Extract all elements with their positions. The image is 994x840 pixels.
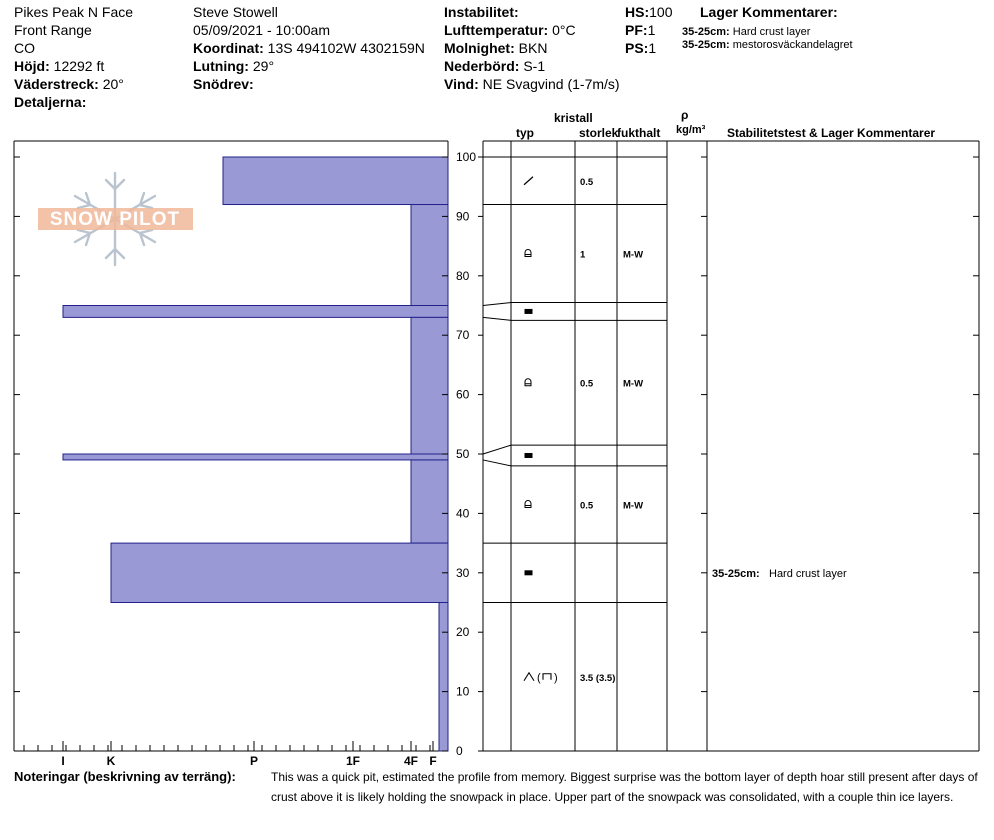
hardness-bars [63, 157, 448, 751]
notes-label: Noteringar (beskrivning av terräng): [14, 769, 236, 784]
hardness-label-F: F [429, 754, 437, 768]
layer-comment-1-range: 35-25cm: [682, 26, 730, 38]
depth-hoar-icon [524, 672, 558, 684]
ice-block [525, 570, 533, 575]
hardness-bar-5 [411, 460, 448, 543]
coordinate-label: Koordinat: [193, 40, 264, 56]
hardness-label-4F: 4F [403, 754, 419, 768]
layer-comment-2-range: 35-25cm: [682, 39, 730, 51]
depth-label-60: 60 [456, 387, 470, 402]
ice-block [525, 453, 533, 458]
layer-moisture: M-W [623, 500, 644, 512]
depth-label-30: 30 [456, 565, 470, 580]
elevation-label: Höjd: [14, 58, 50, 74]
precipitation-value: S-1 [523, 58, 546, 74]
wind-value: NE Svagvind (1-7m/s) [482, 76, 620, 92]
stability-comments [712, 568, 847, 580]
hardness-axis [24, 741, 437, 768]
layer-size: 1 [580, 249, 586, 261]
state: CO [14, 40, 35, 56]
mountain-range: Front Range [14, 22, 92, 38]
layer-size: 0.5 [580, 176, 594, 188]
crystal-header: kristall [554, 111, 593, 125]
stability-comment-text: Hard crust layer [769, 567, 847, 580]
datetime: 05/09/2021 - 10:00am [193, 22, 330, 38]
air-temperature-label: Lufttemperatur: [444, 22, 549, 38]
rho-header: ρ [681, 108, 689, 122]
depth-label-20: 20 [456, 625, 470, 640]
layer-row-2 [525, 309, 533, 314]
density-unit-header: kg/m³ [676, 124, 706, 136]
ps-value: 1 [648, 40, 657, 56]
ice-layer-icon [525, 570, 533, 575]
layer-rows [524, 177, 643, 684]
pf-label: PF: [625, 22, 648, 38]
layer-connector [483, 445, 511, 454]
instability-label: Instabilitet: [444, 4, 519, 20]
rounded-grains-icon [525, 250, 531, 257]
hs-value: 100 [649, 4, 673, 20]
hardness-label-P: P [249, 754, 259, 768]
slash-stroke [524, 177, 533, 185]
moisture-header: fukthalt [617, 126, 661, 140]
hardness-bar-3 [411, 317, 448, 454]
layer-connector [483, 460, 511, 466]
hardness-bar-6 [111, 543, 448, 602]
depth-label-80: 80 [456, 268, 470, 283]
hardness-label-K: K [106, 754, 116, 768]
stability-header: Stabilitetstest & Lager Kommentarer [727, 126, 936, 140]
layer-row-3 [525, 379, 643, 390]
aspect-label: Väderstreck: [14, 76, 99, 92]
slope-label: Lutning: [193, 58, 249, 74]
hoar-paren-close: ) [554, 671, 558, 684]
depth-label-100: 100 [456, 150, 477, 164]
notes-line-1: This was a quick pit, estimated the profile from memory. Biggest surprise was the bottom layer of depth hoar still present after days of [271, 770, 978, 784]
air-temperature-value: 0°C [552, 22, 576, 38]
wind-label: Vind: [444, 76, 479, 92]
depth-label-70: 70 [456, 328, 470, 343]
type-header: typ [516, 126, 534, 140]
layer-row-0 [524, 177, 594, 188]
depth-axis [456, 150, 979, 758]
ice-block [525, 309, 533, 314]
precipitation-label: Nederbörd: [444, 58, 520, 74]
hardness-bar-0 [223, 157, 448, 205]
layer-size: 0.5 [580, 500, 594, 512]
hoar-paren-open: ( [537, 671, 541, 684]
notes-line-2: crust above it is likely holding the snowpack in place. Upper part of the snowpack was consolidated, with a couple thin ice layers. [271, 790, 954, 804]
grain-shape [525, 379, 531, 386]
details-label: Detaljerna: [14, 94, 87, 110]
layer-row-1 [525, 250, 643, 261]
depth-label-50: 50 [456, 447, 470, 461]
hardness-label-I: I [61, 754, 65, 768]
sky-cover-value: BKN [518, 40, 548, 56]
hoar-chevron [524, 673, 534, 681]
ice-layer-icon [525, 453, 533, 458]
logo-text: SNOW PILOT [49, 209, 181, 230]
layer-row-6 [525, 570, 533, 575]
layer-connector [483, 303, 511, 306]
pf-value: 1 [647, 22, 656, 38]
layer-moisture: M-W [623, 378, 644, 390]
depth-label-10: 10 [456, 684, 470, 699]
depth-label-40: 40 [456, 506, 470, 521]
aspect-value: 20° [102, 76, 124, 92]
ice-layer-icon [525, 309, 533, 314]
hardness-bar-4 [63, 454, 448, 460]
coordinate-value: 13S 494102W 4302159N [267, 40, 425, 56]
grain-shape [525, 500, 531, 507]
notes [14, 767, 994, 804]
ps-label: PS: [625, 40, 649, 56]
layer-row-7 [524, 672, 615, 684]
elevation-value: 12292 ft [53, 58, 105, 74]
drifting-label: Snödrev: [193, 76, 254, 92]
grain-shape [525, 250, 531, 257]
layer-comment-1-text: Hard crust layer [732, 26, 811, 38]
layer-row-5 [525, 500, 643, 511]
layer-size: 3.5 (3.5) [580, 672, 616, 684]
layer-comment-2-text: mestorosväckandelagret [732, 39, 853, 51]
observer: Steve Stowell [193, 4, 278, 20]
layer-moisture: M-W [623, 249, 644, 261]
snow-pilot-logo [38, 173, 193, 265]
hardness-bar-7 [439, 603, 448, 752]
rounded-grains-icon [525, 500, 531, 507]
layer-connector [483, 317, 511, 320]
hs-label: HS: [625, 4, 650, 20]
layer-size: 0.5 [580, 378, 594, 390]
location-name: Pikes Peak N Face [14, 4, 134, 20]
slope-value: 29° [252, 58, 275, 74]
stability-comment-range: 35-25cm: [712, 567, 760, 580]
depth-label-0: 0 [456, 744, 463, 758]
sky-cover-label: Molnighet: [444, 40, 515, 56]
hardness-bar-1 [411, 205, 448, 306]
layer-row-4 [525, 453, 533, 458]
hoar-facet [543, 674, 551, 680]
hardness-bar-2 [63, 306, 448, 318]
decomposing-fragments-icon [524, 177, 533, 185]
layer-comments-title: Lager Kommentarer: [700, 4, 838, 20]
hardness-label-1F: 1F [345, 754, 361, 768]
size-header: storlek [579, 126, 619, 140]
depth-label-90: 90 [456, 209, 470, 224]
rounded-grains-icon [525, 379, 531, 386]
